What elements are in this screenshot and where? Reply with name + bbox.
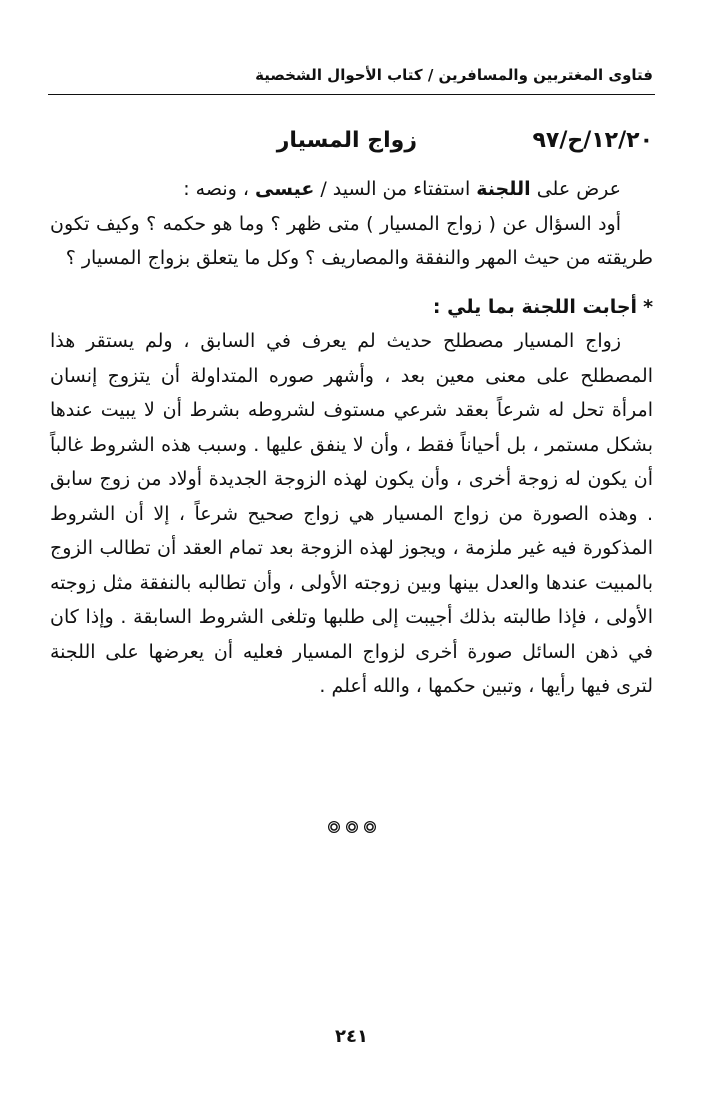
asker-name: عيسى bbox=[255, 178, 315, 200]
question-intro bbox=[50, 172, 653, 207]
answer-heading bbox=[50, 290, 653, 325]
ornament-dot-icon bbox=[328, 821, 340, 833]
fatwa-title-row bbox=[50, 128, 653, 164]
question-intro-text: عرض على bbox=[530, 178, 621, 200]
fatwa-number: ١٢/٢٠/ح/٩٧ bbox=[532, 128, 653, 153]
answer-heading-text: أجابت اللجنة بما يلي : bbox=[432, 295, 638, 318]
running-header: فتاوى المغتربين والمسافرين / كتاب الأحوال الشخصية bbox=[255, 66, 653, 84]
question-intro-text-2: استفتاء من السيد / bbox=[314, 178, 477, 200]
question-intro-text-3: ، ونصه : bbox=[183, 178, 256, 200]
ornament-separator-icon bbox=[0, 818, 703, 837]
answer-text: زواج المسيار مصطلح حديث لم يعرف في السابق ، ولم يستقر هذا المصطلح على معنى معين بعد ، وأشهر صوره المتداولة أن يتزوج إنسان امرأة تحل له شرعاً بعقد شرعي مستوف لشروطه بشرط أن لا يبيت عندها بشكل مستمر ، بل أحياناً فقط ، وأن لا ينفق عليها . وسبب هذه الشروط غالباً أن يكون له زوجة أخرى ، وأن يكون لهذه الزوجة الجديدة أولاد من زوج سابق . وهذه الصورة من زواج المسيار هي زواج صحيح شرعاً ، إلا أن الشروط المذكورة فيه غير ملزمة ، ويجوز لهذه الزوجة بعد تمام العقد أن تطالب الزوج بالمبيت عندها والعدل بينها وبين زوجته الأولى ، وأن تطالبه بالنفقة مثل زوجته الأولى ، فإذا طالبته بذلك أجيبت إلى طلبها وتلغى الشروط السابقة . وإذا كان في ذهن السائل صورة أخرى لزواج المسيار فعليه أن يعرضها على اللجنة لترى فيها رأيها ، وتبين حكمها ، والله أعلم . bbox=[50, 330, 653, 697]
fatwa-body bbox=[50, 172, 653, 704]
question-text: أود السؤال عن ( زواج المسيار ) متى ظهر ؟ وما هو حكمه ؟ وكيف تكون طريقته من حيث المهر والنفقة والمصاريف ؟ وكل ما يتعلق بزواج المسيار ؟ bbox=[50, 212, 653, 269]
ornament-dot-icon bbox=[346, 821, 358, 833]
header-rule bbox=[48, 94, 655, 95]
page-number: ٢٤١ bbox=[335, 1026, 368, 1047]
fatwa-title: زواج المسيار bbox=[276, 128, 417, 153]
asterisk-icon: * bbox=[643, 295, 653, 318]
committee-name: اللجنة bbox=[476, 178, 531, 200]
ornament-dot-icon bbox=[364, 821, 376, 833]
